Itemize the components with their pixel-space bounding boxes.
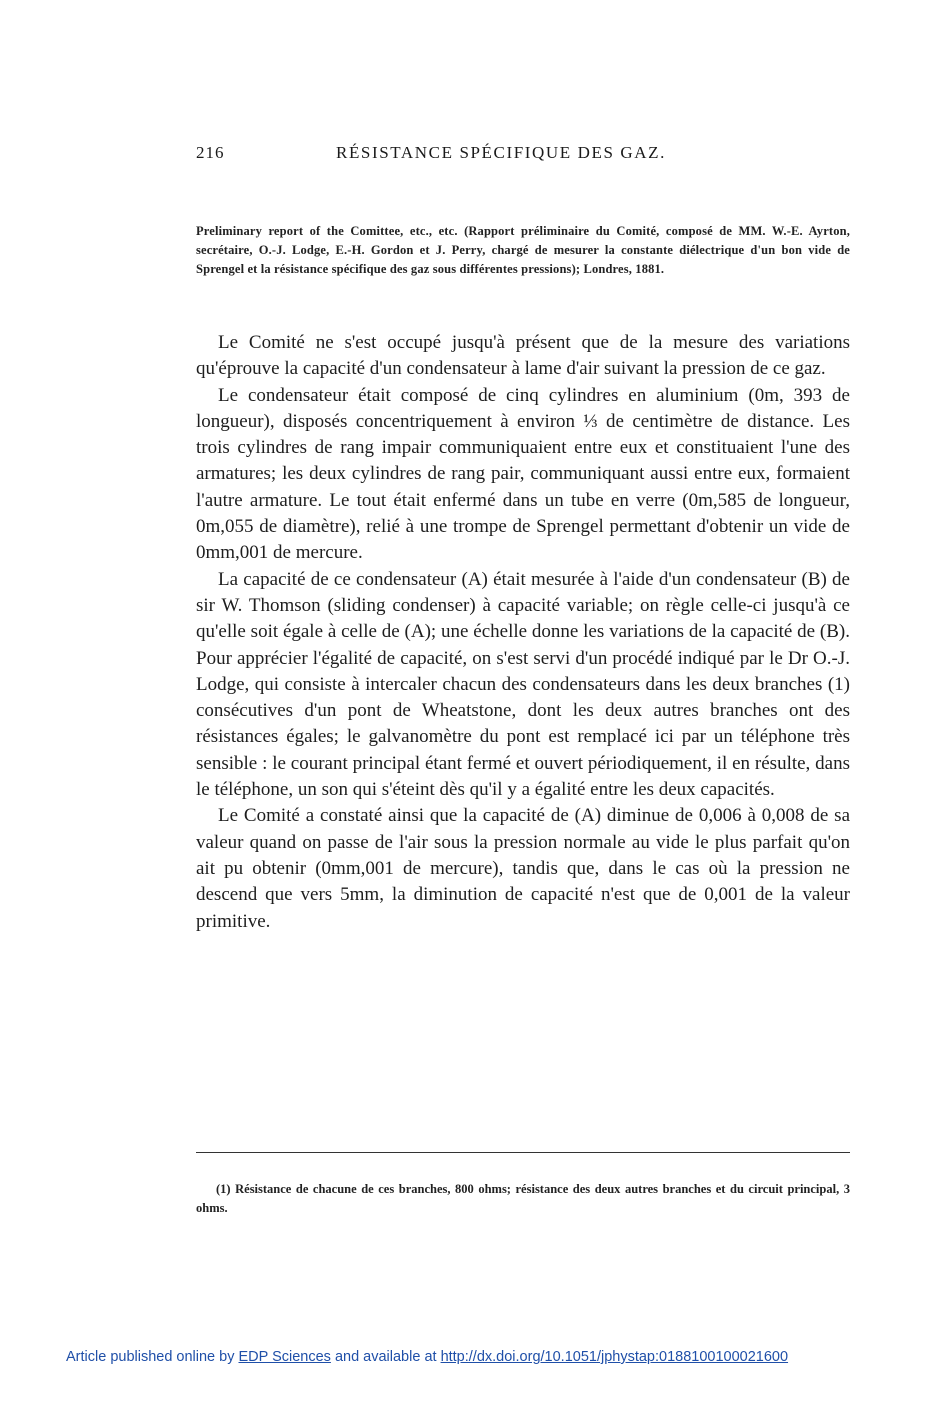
publisher-link[interactable]: EDP Sciences	[238, 1349, 331, 1365]
publisher-notice	[66, 1349, 896, 1365]
bibliographic-reference: Preliminary report of the Comittee, etc., etc. (Rapport préliminaire du Comité, composé de MM. W.-E. Ayrton, secrétaire, O.-J. Lodge, E.-H. Gordon et J. Perry, chargé de mesurer la constante diélectrique d'un bon vide de Sprengel et la résistance spécifique des gaz sous différentes pressions); Londres, 1881.	[196, 224, 850, 276]
page-header	[196, 143, 848, 167]
paragraph-4: Le Comité a constaté ainsi que la capacité de (A) diminue de 0,006 à 0,008 de sa valeur quand on passe de l'air sous la pression normale au vide le plus parfait qu'on ait pu obtenir (0mm,001 de mercure), tandis que, dans le cas où la pression ne descend que vers 5mm, la diminution de capacité n'est que de 0,001 de la valeur primitive.	[196, 805, 850, 932]
footnote: (1) Résistance de chacune de ces branches, 800 ohms; résistance des deux autres branches et du circuit principal, 3 ohms.	[196, 1182, 850, 1215]
publisher-prefix: Article published online by	[66, 1349, 235, 1365]
paragraph-3: La capacité de ce condensateur (A) était mesurée à l'aide d'un condensateur (B) de sir W. Thomson (sliding condenser) à capacité variable; on règle celle-ci jusqu'à ce qu'elle soit égale à celle de (A); une échelle donne les variations de la capacité de (B). Pour apprécier l'égalité de capacité, on s'est servi d'un procédé indiqué par le Dr O.-J. Lodge, qui consiste à intercaler chacun des condensateurs dans les deux branches (1) consécutives d'un pont de Wheatstone, dont les deux autres branches ont des résistances égales; le galvanomètre du pont est remplacé ici par un téléphone très sensible : le courant principal étant fermé et ouvert périodiquement, il en résulte, dans le téléphone, un son qui s'éteint dès qu'il y a égalité entre les deux capacités.	[196, 568, 850, 801]
paragraph-2: Le condensateur était composé de cinq cylindres en aluminium (0m, 393 de longueur), disposés concentriquement à environ ⅓ de centimètre de distance. Les trois cylindres de rang impair communiquaient entre eux et constituaient l'une des armatures; les deux cylindres de rang pair, communiquant aussi entre eux, formaient l'autre armature. Le tout était enfermé dans un tube en verre (0m,585 de longueur, 0m,055 de diamètre), relié à une trompe de Sprengel permettant d'obtenir un vide de 0mm,001 de mercure.	[196, 384, 850, 564]
page-number: 216	[196, 143, 225, 162]
paragraph-1: Le Comité ne s'est occupé jusqu'à présent que de la mesure des variations qu'éprouve la capacité d'un condensateur à lame d'air suivant la pression de ce gaz.	[196, 332, 850, 380]
footnote-divider	[196, 1152, 850, 1153]
article-body	[196, 330, 850, 935]
publisher-middle: and available at	[334, 1349, 437, 1365]
running-title: RÉSISTANCE SPÉCIFIQUE DES GAZ.	[336, 143, 666, 162]
doi-link[interactable]: http://dx.doi.org/10.1051/jphystap:0188100100021600	[440, 1349, 789, 1365]
